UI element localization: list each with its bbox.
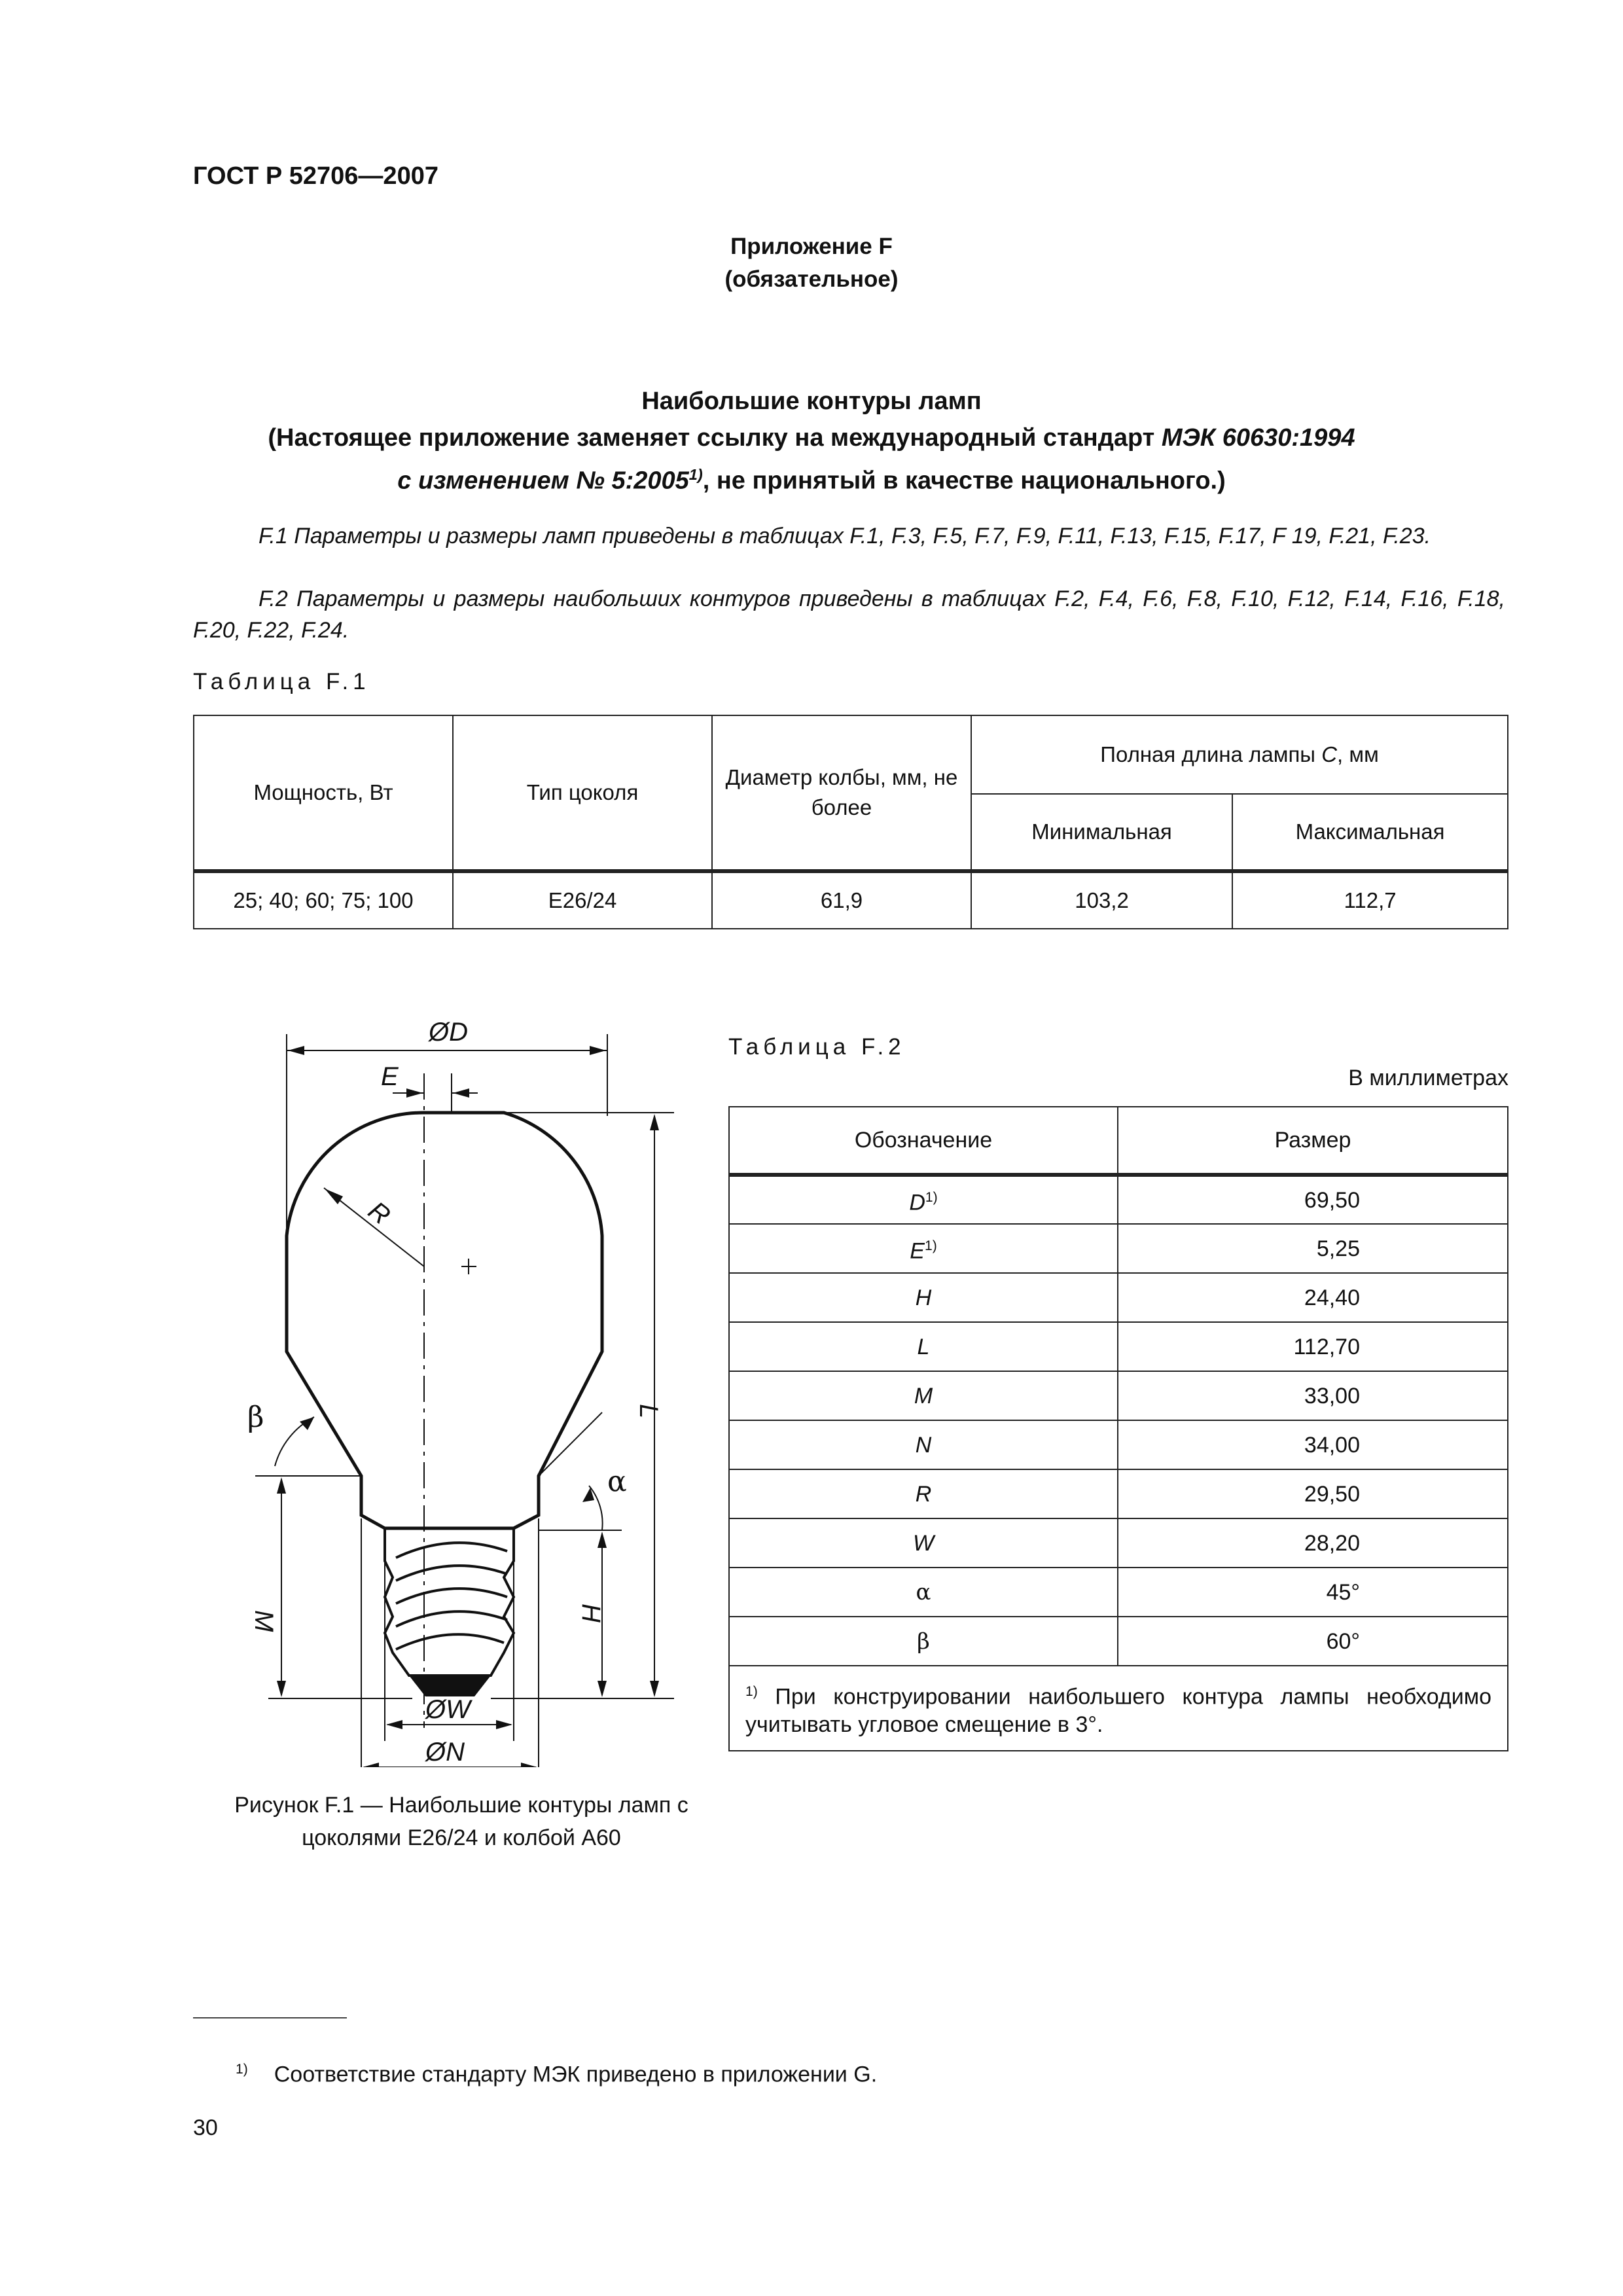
table-row <box>729 1175 1508 1224</box>
table-row <box>729 1518 1508 1568</box>
table-f2 <box>728 1106 1508 1751</box>
standard-code: ГОСТ Р 52706—2007 <box>193 162 438 190</box>
table2-footnote-ref: 1) <box>745 1684 758 1700</box>
table2-symbol: H <box>915 1285 932 1310</box>
table1-header-full-length-symbol: С <box>1321 742 1338 766</box>
table2-symbol: β <box>917 1628 930 1655</box>
table2-symbol: W <box>912 1530 935 1556</box>
figure-caption: Рисунок F.1 — Наибольшие контуры ламп с цоколями E26/24 и колбой A60 <box>234 1793 688 1850</box>
cap-contact <box>409 1676 491 1696</box>
table2-cell-symbol <box>729 1273 1118 1322</box>
label-h: H <box>577 1604 605 1623</box>
table1-header-full-length <box>971 715 1508 794</box>
label-diameter-n: ØN <box>425 1738 465 1767</box>
table2-cell-value: 24,40 <box>1118 1273 1508 1322</box>
lamp-contour-figure <box>216 1008 726 1767</box>
title-line-2 <box>0 420 1623 456</box>
table2-cell-symbol <box>729 1568 1118 1617</box>
table1-header-full-length-unit: , мм <box>1337 742 1379 766</box>
table-row <box>729 1273 1508 1322</box>
label-alpha: α <box>607 1465 627 1498</box>
table1-cell-min: 103,2 <box>971 871 1232 929</box>
title-footnote-ref: 1) <box>688 466 703 483</box>
table2-symbol-footnote-ref: 1) <box>924 1238 937 1253</box>
appendix-heading <box>0 230 1623 296</box>
table2-caption: Таблица F.2 <box>728 1034 906 1060</box>
table2-cell-value: 45° <box>1118 1568 1508 1617</box>
table1-header-min: Минимальная <box>971 794 1232 871</box>
label-m: M <box>249 1610 278 1632</box>
table2-cell-symbol <box>729 1175 1118 1224</box>
table2-symbol: L <box>917 1334 930 1359</box>
table-row <box>729 1617 1508 1666</box>
table2-cell-symbol <box>729 1469 1118 1518</box>
table1-header-full-length-text: Полная длина лампы <box>1100 742 1322 766</box>
title-line-3-tail: , не принятый в качестве национального.) <box>702 467 1226 495</box>
table-row <box>729 1322 1508 1371</box>
label-radius-r: R <box>363 1196 396 1230</box>
table2-footnote-text: При конструировании наибольшего контура лампы необходимо учитывать угловое смещение в 3°. <box>745 1684 1492 1737</box>
table2-cell-value: 112,70 <box>1118 1322 1508 1371</box>
table2-symbol: M <box>914 1383 933 1408</box>
table1-cell-power: 25; 40; 60; 75; 100 <box>194 871 453 929</box>
table2-cell-value: 34,00 <box>1118 1420 1508 1469</box>
table-row <box>729 1420 1508 1469</box>
table1-header-max: Максимальная <box>1232 794 1508 871</box>
title-line-3 <box>0 456 1623 499</box>
title-line-3-text: с изменением № 5:2005 <box>397 467 689 495</box>
page-number: 30 <box>193 2115 218 2140</box>
table2-symbol: α <box>916 1579 931 1605</box>
table2-cell-value: 29,50 <box>1118 1469 1508 1518</box>
table2-cell-value: 60° <box>1118 1617 1508 1666</box>
table-row <box>729 1568 1508 1617</box>
appendix-status: (обязательное) <box>724 266 899 292</box>
table-row <box>729 1469 1508 1518</box>
table2-header-designation: Обозначение <box>729 1107 1118 1175</box>
table-f1 <box>193 715 1508 929</box>
document-title <box>0 383 1623 499</box>
appendix-name: Приложение F <box>730 234 893 259</box>
page-footnote-ref: 1) <box>236 2062 248 2077</box>
table2-symbol: E <box>910 1238 925 1264</box>
table2-cell-symbol <box>729 1322 1118 1371</box>
table2-cell-symbol <box>729 1420 1118 1469</box>
table2-symbol: R <box>915 1481 932 1507</box>
table2-cell-symbol <box>729 1518 1118 1568</box>
table1-cell-cap-type: E26/24 <box>453 871 712 929</box>
table2-cell-value: 5,25 <box>1118 1224 1508 1273</box>
table-row <box>729 1224 1508 1273</box>
label-diameter-d: ØD <box>429 1018 468 1047</box>
label-offset-e: E <box>381 1062 399 1091</box>
table2-footnote <box>729 1666 1508 1751</box>
table2-symbol-footnote-ref: 1) <box>925 1189 938 1205</box>
table2-cell-symbol <box>729 1224 1118 1273</box>
paragraph-f2: F.2 Параметры и размеры наибольших контуров приведены в таблицах F.2, F.4, F.6, F.8, F.10, F.12, F.14, F.16, F.18, F.20, F.22, F.24. <box>193 586 1505 643</box>
table2-cell-symbol <box>729 1371 1118 1420</box>
footnote-separator <box>193 2017 347 2018</box>
table1-caption: Таблица F.1 <box>193 669 370 694</box>
table2-symbol: D <box>909 1190 925 1215</box>
dimension-lines <box>255 1034 674 1767</box>
table2-cell-value: 28,20 <box>1118 1518 1508 1568</box>
page-footnote <box>236 2062 878 2087</box>
table2-cell-value: 33,00 <box>1118 1371 1508 1420</box>
table2-header-size: Размер <box>1118 1107 1508 1175</box>
table2-cell-symbol <box>729 1617 1118 1666</box>
table2-units: В миллиметрах <box>1348 1066 1508 1090</box>
title-line-2-text: (Настоящее приложение заменяет ссылку на международный стандарт <box>268 424 1162 452</box>
table2-symbol: N <box>915 1432 932 1458</box>
table1-cell-max: 112,7 <box>1232 871 1508 929</box>
paragraph-f1: F.1 Параметры и размеры ламп приведены в таблицах F.1, F.3, F.5, F.7, F.9, F.11, F.13, F.15, F.17, F 19, F.21, F.23. <box>259 524 1431 548</box>
table1-header-bulb-diameter: Диаметр колбы, мм, не более <box>712 715 971 871</box>
table-row <box>194 871 1508 929</box>
label-length-l: L <box>634 1404 663 1419</box>
title-line-2-standard: МЭК 60630:1994 <box>1161 424 1355 452</box>
page-footnote-text: Соответствие стандарту МЭК приведено в приложении G. <box>274 2062 878 2087</box>
table2-cell-value: 69,50 <box>1118 1175 1508 1224</box>
cap-screw <box>385 1528 514 1676</box>
label-beta: β <box>247 1401 264 1434</box>
label-diameter-w: ØW <box>425 1695 471 1724</box>
table-row <box>729 1371 1508 1420</box>
table1-cell-bulb-diameter: 61,9 <box>712 871 971 929</box>
bulb-outline <box>287 1113 602 1528</box>
table1-header-cap-type: Тип цоколя <box>453 715 712 871</box>
table1-header-power: Мощность, Вт <box>194 715 453 871</box>
title-line-1: Наибольшие контуры ламп <box>641 387 982 415</box>
